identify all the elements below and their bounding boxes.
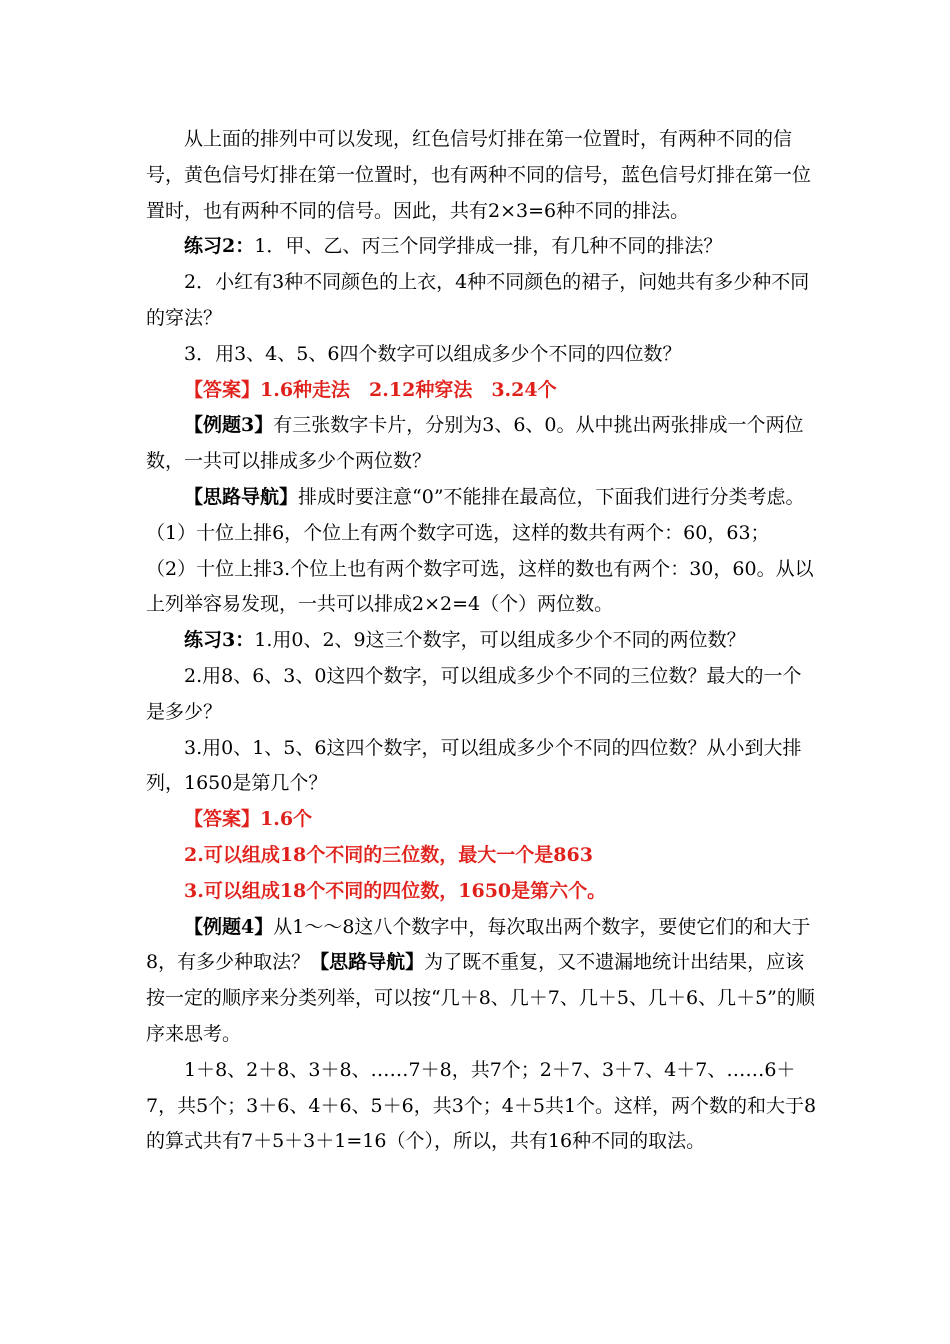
- practice-3-question-3: 3.用0、1、5、6这四个数字，可以组成多少个不同的四位数？从小到大排列，1650是第几个？: [146, 736, 802, 795]
- example-4-label: 【例题4】: [184, 915, 274, 938]
- practice-2-q1-text: 1．甲、乙、丙三个同学排成一排，有几种不同的排法？: [254, 235, 723, 258]
- example-3-label: 【例题3】: [184, 414, 274, 437]
- practice-2-answer: 【答案】1.6种走法 2.12种穿法 3.24个: [184, 378, 557, 401]
- practice-3-answer-1: 【答案】1.6个: [184, 808, 313, 831]
- practice-3-answer-3: 3.可以组成18个不同的四位数，1650是第六个。: [184, 879, 607, 902]
- practice-3-question-2: 2.用8、6、3、0这四个数字，可以组成多少个不同的三位数？最大的一个是多少？: [146, 664, 802, 723]
- practice-2-question-1: [146, 229, 818, 265]
- example-3-case-1: （1）十位上排6，个位上有两个数字可选，这样的数共有两个：60，63；: [146, 521, 770, 544]
- practice-3-answer-2: 2.可以组成18个不同的三位数，最大一个是863: [184, 843, 593, 866]
- example-3-text: 有三张数字卡片，分别为3、6、0。从中挑出两张排成一个两位数，一共可以排成多少个两位数？: [146, 414, 804, 473]
- practice-3-label: 练习3：: [184, 629, 255, 652]
- example-3-case-2: （2）十位上排3.个位上也有两个数字可选，这样的数也有两个：30，60。从以上列举容易发现，一共可以排成2×2=4（个）两位数。: [146, 557, 814, 616]
- practice-3-question-1: [146, 623, 818, 659]
- example-4: [146, 910, 818, 1053]
- practice-2-question-3: 3．用3、4、5、6四个数字可以组成多少个不同的四位数？: [184, 342, 682, 365]
- example-4-enumeration: 1＋8、2＋8、3＋8、……7＋8，共7个；2＋7、3＋7、4＋7、……6＋7，共5个；3＋6、4＋6、5＋6，共3个；4＋5共1个。这样，两个数的和大于8的算式共有7＋5＋3＋1=16（个），所以，共有16种不同的取法。: [146, 1058, 817, 1153]
- example-4-hint-text: 为了既不重复，又不遗漏地统计出结果，应该按一定的顺序来分类列举，可以按“几＋8、几＋7、几＋5、几＋6、几＋5”的顺序来思考。: [146, 951, 815, 1045]
- practice-2-label: 练习2：: [184, 235, 255, 258]
- example-4-hint-label: 【思路导航】: [310, 951, 425, 974]
- document-body: [146, 122, 818, 1160]
- practice-3-q1-text: 1.用0、2、9这三个数字，可以组成多少个不同的两位数？: [254, 629, 746, 652]
- paragraph-signal-explanation: 从上面的排列中可以发现，红色信号灯排在第一位置时，有两种不同的信号，黄色信号灯排在第一位置时，也有两种不同的信号，蓝色信号灯排在第一位置时，也有两种不同的信号。因此，共有2×3=6种不同的排法。: [146, 128, 812, 222]
- example-3-hint: [146, 480, 818, 516]
- example-4-text: 从1～～8这八个数字中，每次取出两个数字，要使它们的和大于8，有多少种取法？: [146, 915, 811, 974]
- example-3: [146, 408, 818, 480]
- practice-2-question-2: 2．小红有3种不同颜色的上衣，4种不同颜色的裙子，问她共有多少种不同的穿法？: [146, 271, 810, 329]
- example-3-hint-text: 排成时要注意“0”不能排在最高位，下面我们进行分类考虑。: [298, 485, 805, 508]
- example-3-hint-label: 【思路导航】: [184, 485, 299, 508]
